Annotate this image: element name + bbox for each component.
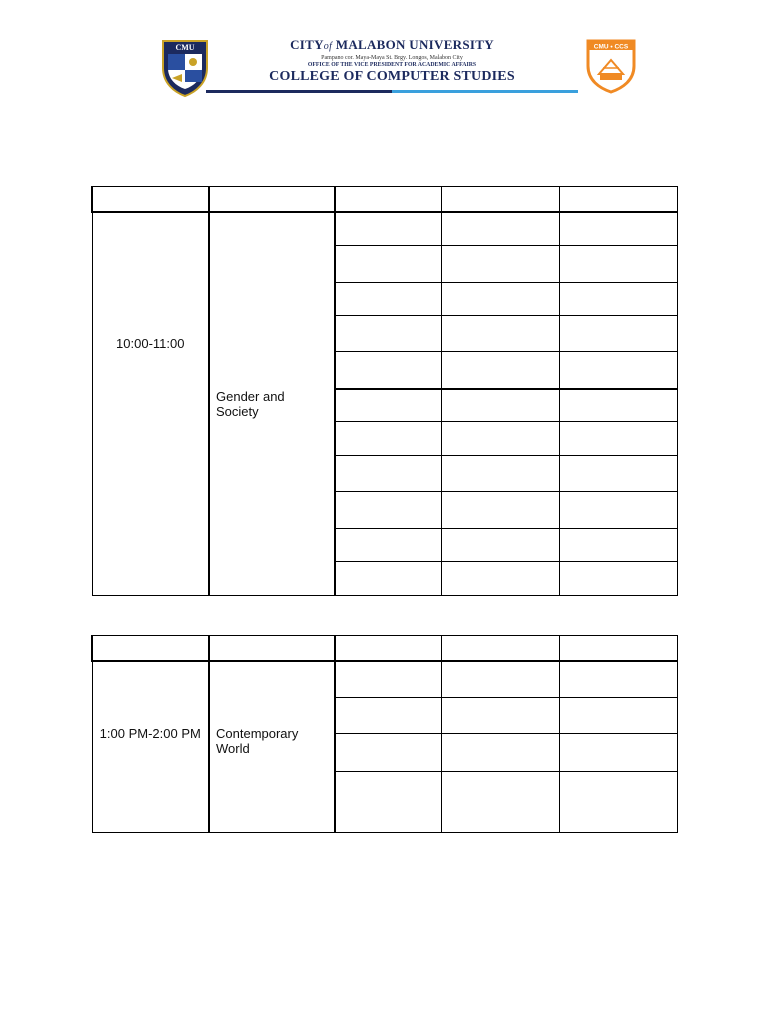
time-slot-cell — [92, 212, 209, 596]
time-slot-cell — [92, 661, 209, 833]
table-cell — [335, 661, 441, 698]
table-cell — [335, 456, 441, 492]
table-cell — [559, 212, 677, 246]
table-cell — [559, 734, 677, 772]
table-cell — [335, 698, 441, 734]
table-cell — [335, 734, 441, 772]
header-cell — [209, 636, 335, 661]
table-cell — [559, 246, 677, 283]
time-slot-label: 1:00 PM-2:00 PM — [99, 726, 201, 742]
institution-title — [212, 38, 572, 84]
table-cell — [559, 456, 677, 492]
table-cell — [441, 352, 559, 389]
table-cell — [441, 529, 559, 562]
table-cell — [335, 212, 441, 246]
ccs-crest-logo — [585, 38, 637, 94]
table-cell — [335, 772, 441, 833]
table-cell — [335, 352, 441, 389]
table-cell — [441, 492, 559, 529]
header-rule — [206, 90, 578, 93]
table-cell — [441, 422, 559, 456]
table-cell — [559, 283, 677, 316]
office-name: OFFICE OF THE VICE PRESIDENT FOR ACADEMIC AFFAIRS — [307, 62, 477, 68]
header-cell — [559, 187, 677, 212]
table-cell — [441, 246, 559, 283]
table-cell — [559, 352, 677, 389]
table-header-row — [92, 187, 677, 212]
table-cell — [559, 772, 677, 833]
table-cell — [441, 316, 559, 352]
subject-label: Gender and Society — [216, 388, 285, 419]
table-row — [92, 212, 677, 246]
table-row — [92, 661, 677, 698]
table-cell — [335, 492, 441, 529]
table-cell — [559, 529, 677, 562]
header-cell — [335, 636, 441, 661]
table-cell — [335, 562, 441, 596]
table-cell — [441, 456, 559, 492]
cmu-crest-logo — [160, 38, 210, 98]
table-cell — [335, 529, 441, 562]
table-cell — [441, 389, 559, 422]
table-cell — [559, 562, 677, 596]
table-cell — [335, 316, 441, 352]
header-cell — [441, 187, 559, 212]
table-cell — [559, 492, 677, 529]
table-cell — [441, 734, 559, 772]
table-cell — [559, 698, 677, 734]
table-cell — [559, 316, 677, 352]
table-cell — [335, 389, 441, 422]
table-cell — [441, 698, 559, 734]
table-cell — [441, 772, 559, 833]
table-cell — [441, 283, 559, 316]
table-cell — [335, 283, 441, 316]
university-name: CITYof MALABON UNIVERSITY — [290, 37, 494, 52]
table-cell — [441, 212, 559, 246]
table-cell — [441, 661, 559, 698]
document-header — [0, 0, 768, 110]
table-cell — [441, 562, 559, 596]
subject-cell — [209, 661, 335, 833]
header-cell — [441, 636, 559, 661]
table-cell — [335, 246, 441, 283]
table-cell — [559, 661, 677, 698]
subject-cell — [209, 212, 335, 596]
time-slot-label: 10:00-11:00 — [116, 336, 185, 352]
header-cell — [335, 187, 441, 212]
svg-text:CMU: CMU — [175, 43, 195, 52]
svg-text:CMU • CCS: CMU • CCS — [593, 43, 629, 51]
schedule-table-afternoon — [91, 635, 678, 833]
header-cell — [209, 187, 335, 212]
table-cell — [559, 422, 677, 456]
schedule-table-morning — [91, 186, 678, 596]
table-cell — [335, 422, 441, 456]
college-name: COLLEGE OF COMPUTER STUDIES — [269, 69, 515, 84]
table-header-row — [92, 636, 677, 661]
table-cell — [559, 389, 677, 422]
header-cell — [92, 187, 209, 212]
university-address: Pampano cor. Maya-Maya St. Brgy. Longos, Malabon City — [321, 55, 463, 61]
subject-label: Contemporary World — [216, 725, 299, 756]
header-cell — [559, 636, 677, 661]
header-cell — [92, 636, 209, 661]
